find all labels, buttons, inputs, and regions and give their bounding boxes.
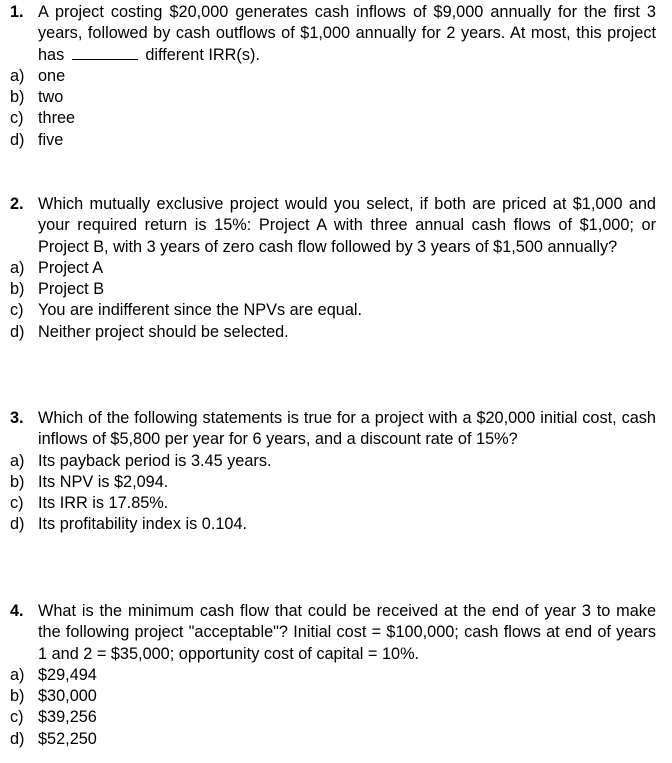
answer-option-b[interactable] xyxy=(8,87,656,108)
question-text: Which mutually exclusive project would you select, if both are priced at $1,000 and your required return is 15%: Project A with three annual cash flows of $1,000; or Project B, with 3 years of zero cash flow followed by 3 years of $1,500 annually? xyxy=(38,195,656,256)
option-letter: b) xyxy=(10,280,25,299)
option-text: $29,494 xyxy=(38,665,97,684)
question-stem xyxy=(8,2,656,66)
answer-options xyxy=(8,66,656,151)
option-letter: d) xyxy=(10,515,25,534)
answer-option-a[interactable] xyxy=(8,665,656,686)
question-text: Which of the following statements is true for a project with a $20,000 initial cost, cash inflows of $5,800 per year for 6 years, and a discount rate of 15%? xyxy=(38,409,656,449)
answer-blank xyxy=(72,45,138,60)
answer-option-a[interactable] xyxy=(8,66,656,87)
question-2 xyxy=(8,194,656,343)
answer-options xyxy=(8,665,656,750)
answer-option-a[interactable] xyxy=(8,451,656,472)
option-letter: d) xyxy=(10,729,25,748)
option-text: You are indifferent since the NPVs are equal. xyxy=(38,301,363,320)
option-text: $30,000 xyxy=(38,687,97,706)
option-text: Neither project should be selected. xyxy=(38,322,289,341)
question-text: A project costing $20,000 generates cash inflows of $9,000 annually for the first 3 years, followed by cash outflows of $1,000 annually for 2 years. At most, this project has xyxy=(38,3,656,64)
option-text: Project B xyxy=(38,280,105,299)
option-letter: a) xyxy=(10,66,25,85)
question-1 xyxy=(8,2,656,151)
option-text: $39,256 xyxy=(38,708,97,727)
question-stem xyxy=(8,194,656,258)
option-text: Project A xyxy=(38,258,104,277)
question-3 xyxy=(8,408,656,536)
option-text: three xyxy=(38,109,76,128)
answer-option-c[interactable] xyxy=(8,707,656,728)
answer-options xyxy=(8,451,656,536)
option-text: Its IRR is 17.85%. xyxy=(38,494,169,513)
option-letter: c) xyxy=(10,109,24,128)
option-letter: d) xyxy=(10,130,25,149)
answer-option-d[interactable] xyxy=(8,729,656,750)
question-stem xyxy=(8,601,656,665)
option-text: five xyxy=(38,130,64,149)
answer-option-d[interactable] xyxy=(8,514,656,535)
option-text: Its payback period is 3.45 years. xyxy=(38,451,272,470)
option-letter: b) xyxy=(10,88,25,107)
question-number: 1. xyxy=(10,3,24,21)
answer-option-c[interactable] xyxy=(8,493,656,514)
answer-option-b[interactable] xyxy=(8,686,656,707)
question-number: 2. xyxy=(10,195,24,213)
option-letter: b) xyxy=(10,687,25,706)
answer-option-d[interactable] xyxy=(8,130,656,151)
answer-option-c[interactable] xyxy=(8,108,656,129)
option-letter: c) xyxy=(10,494,24,513)
answer-options xyxy=(8,258,656,343)
question-text: What is the minimum cash flow that could be received at the end of year 3 to make the following project "acceptable"? Initial cost = $100,000; cash flows at end of years 1 and 2 = $35,000; opportunity cost of capital = 10%. xyxy=(38,602,656,663)
option-letter: a) xyxy=(10,665,25,684)
answer-option-a[interactable] xyxy=(8,258,656,279)
question-number: 4. xyxy=(10,602,24,620)
option-text: Its profitability index is 0.104. xyxy=(38,515,248,534)
answer-option-d[interactable] xyxy=(8,322,656,343)
answer-option-b[interactable] xyxy=(8,472,656,493)
option-letter: c) xyxy=(10,301,24,320)
question-number: 3. xyxy=(10,409,24,427)
option-text: $52,250 xyxy=(38,729,97,748)
question-text-continued: different IRR(s). xyxy=(145,45,260,64)
question-4 xyxy=(8,601,656,750)
answer-option-b[interactable] xyxy=(8,279,656,300)
option-letter: a) xyxy=(10,258,25,277)
option-text: Its NPV is $2,094. xyxy=(38,472,169,491)
option-text: two xyxy=(38,88,64,107)
option-letter: b) xyxy=(10,472,25,491)
question-stem xyxy=(8,408,656,451)
option-text: one xyxy=(38,66,66,85)
option-letter: a) xyxy=(10,451,25,470)
answer-option-c[interactable] xyxy=(8,300,656,321)
option-letter: d) xyxy=(10,322,25,341)
option-letter: c) xyxy=(10,708,24,727)
